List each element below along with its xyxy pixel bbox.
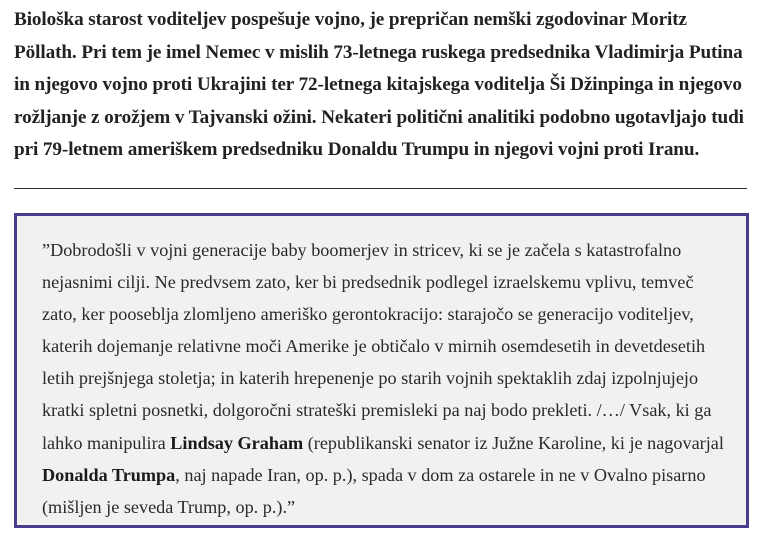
quote-bold-lindsay-graham: Lindsay Graham — [170, 432, 304, 453]
blockquote-box — [14, 213, 749, 528]
quote-part-1: ”Dobrodošli v vojni generacije baby boomerjev in stricev, ki se je začela s katastrofalno nejasnimi cilji. Ne predvsem zato, ker bi predsednik podlegel izraelskemu vplivu, temveč zato, ker pooseblja zlomljeno ameriško gerontokracijo: starajočo se generacijo voditeljev, katerih dojemanje relativne moči Amerike je obtičalo v mirnih osemdesetih in devetdesetih letih prejšnjega stoletja; in katerih hrepenenje po starih vojnih spektaklih zdaj izpolnjujejo kratki spletni posnetki, dolgoročni strateški premisleki pa naj bodo prekleti. /…/ Vsak, ki ga lahko manipulira — [42, 239, 712, 453]
quote-bold-donalda-trumpa: Donalda Trumpa — [42, 464, 176, 485]
quote-text — [42, 234, 726, 523]
section-divider — [14, 188, 747, 189]
lead-paragraph: Biološka starost voditeljev pospešuje vojno, je prepričan nemški zgodovinar Moritz Pöllath. Pri tem je imel Nemec v mislih 73-letnega ruskega predsednika Vladimirja Putina in njegovo vojno proti Ukrajini ter 72-letnega kitajskega voditelja Ši Džinpinga in njegovo rožljanje z orožjem v Tajvanski ožini. Nekateri politični analitiki podobno ugotavljajo tudi pri 79-letnem ameriškem predsedniku Donaldu Trumpu in njegovi vojni proti Iranu. — [14, 9, 744, 161]
quote-part-3: , naj napade Iran, op. p.), spada v dom za ostarele in ne v Ovalno pisarno (mišljen je seveda Trump, op. p.).” — [42, 464, 706, 517]
quote-part-2: (republikanski senator iz Južne Karoline, ki je nagovarjal — [303, 432, 724, 453]
